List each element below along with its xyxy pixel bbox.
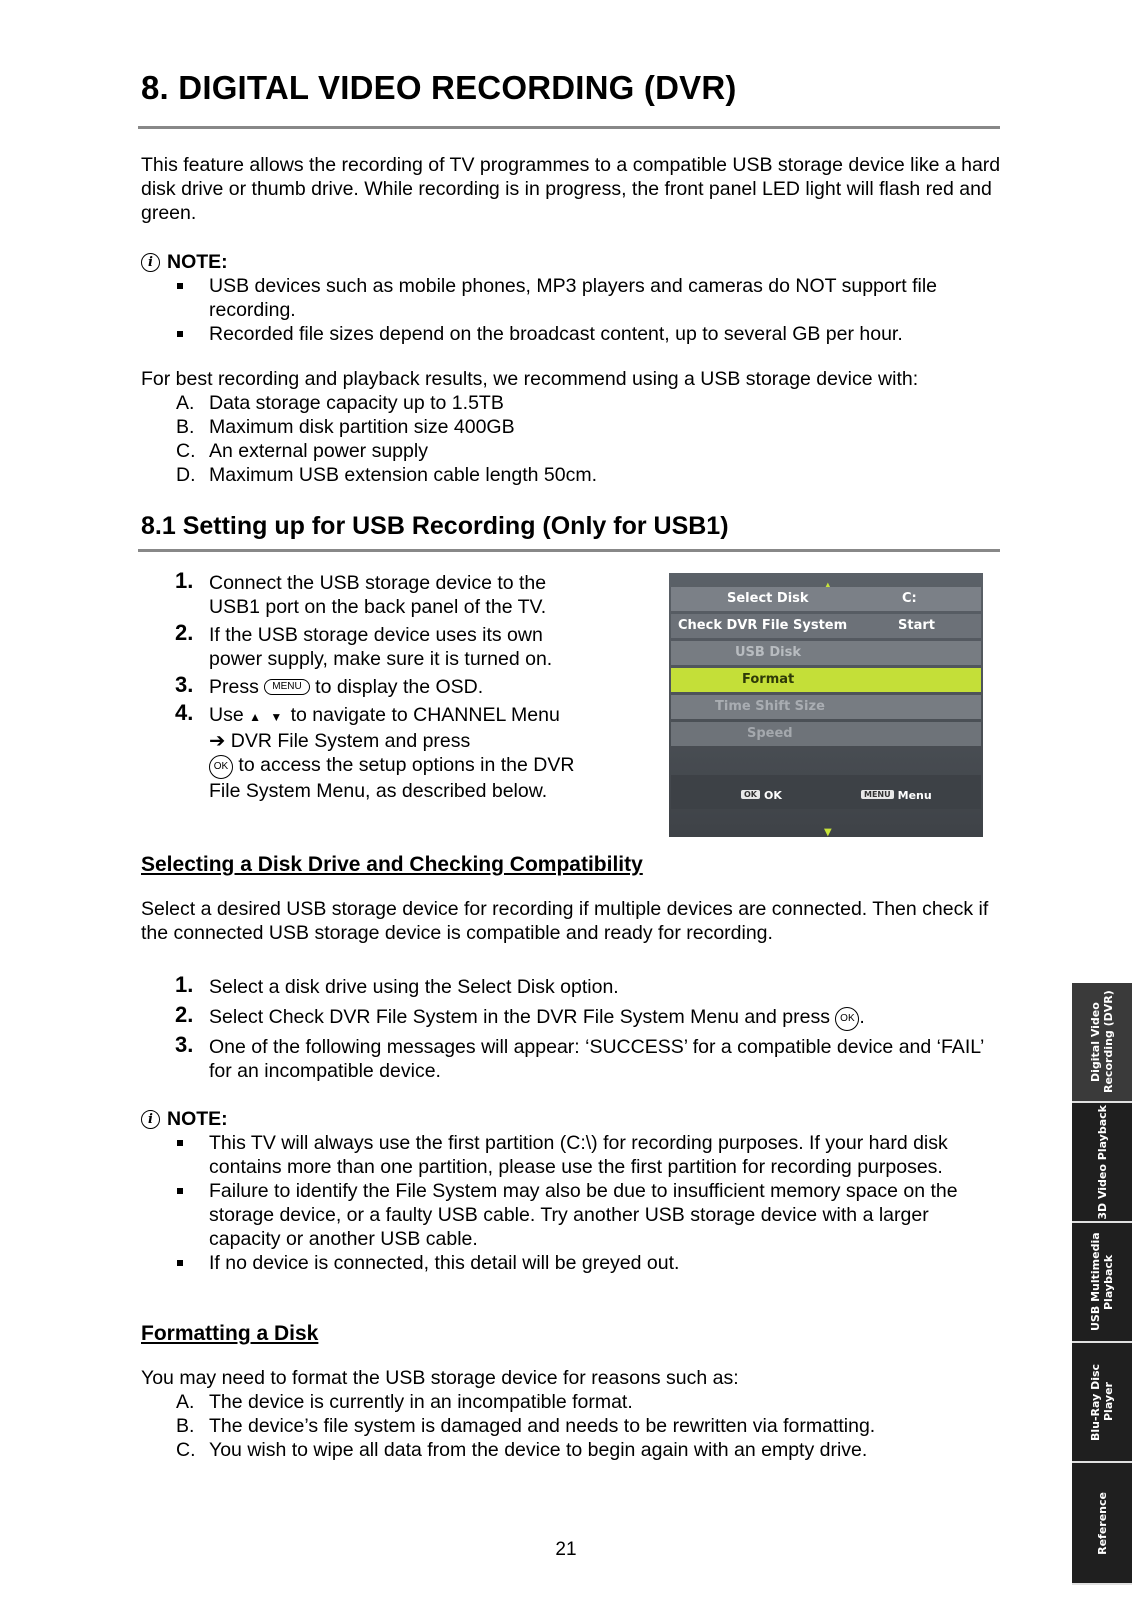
note-heading [141,250,1001,274]
osd-row-select-disk: Select Disk C: [671,587,981,611]
recommend-list [141,391,1001,487]
tab-reference[interactable]: Reference [1072,1463,1132,1585]
note-list [141,274,1001,346]
section-title: 8.1 Setting up for USB Recording (Only for USB1) [141,512,729,540]
note-block-1 [141,250,1001,346]
ok-button-icon: OK [209,755,233,779]
select-disk-paragraph: Select a desired USB storage device for recording if multiple devices are connected. Then check if the connected USB storage device is compatible and ready for recording. [141,898,989,944]
tab-dvr[interactable]: Digital Video Recording (DVR) [1072,983,1132,1103]
side-tabs [1072,983,1132,1583]
menu-key-icon: MENU [861,790,894,799]
step-item: 3. One of the following messages will appear: ‘SUCCESS’ for a compatible device and ‘FAIL’ for an incompatible device. [175,1032,984,1082]
page-title: 8. DIGITAL VIDEO RECORDING (DVR) [141,69,737,106]
note-label: NOTE: [167,251,228,273]
title-rule [138,126,1000,129]
osd-row-speed: Speed [671,722,981,746]
note-heading [141,1107,1001,1131]
step-item: 4. Use ▲ ▼ to navigate to CHANNEL Menu ➔ DVR File System and press OK to access the setup options in the DVR File System Menu, as described below. [175,700,575,802]
menu-button-icon: MENU [264,679,309,695]
section-rule [138,549,1000,552]
list-item: D. Maximum USB extension cable length 50cm. [176,464,598,486]
osd-row-time-shift: Time Shift Size [671,695,981,719]
up-down-arrows-icon: ▲ ▼ [249,710,286,724]
list-item: B. Maximum disk partition size 400GB [176,416,515,438]
note-list [141,1131,1001,1275]
list-item: This TV will always use the first partition (C:\) for recording purposes. If your hard disk contains more than one partition, please use the first partition for recording purposes. [141,1131,1001,1179]
disk-steps [141,972,1001,1083]
osd-down-arrow-icon: ▼ [824,827,832,837]
list-item: If no device is connected, this detail will be greyed out. [141,1251,1001,1275]
ok-key-icon: OK [741,790,760,799]
step-item: 1. Select a disk drive using the Select Disk option. [175,972,619,998]
list-item: Recorded file sizes depend on the broadcast content, up to several GB per hour. [141,322,1001,346]
step-item: 2. If the USB storage device uses its own power supply, make sure it is turned on. [175,620,553,670]
subheading-select-disk: Selecting a Disk Drive and Checking Compatibility [141,853,643,876]
note-block-2 [141,1107,1001,1275]
format-text: You may need to format the USB storage device for reasons such as: [141,1367,739,1389]
ok-button-icon: OK [835,1007,859,1031]
note-label: NOTE: [167,1108,228,1130]
info-icon: i [141,253,160,272]
format-list [141,1390,1001,1462]
tab-blu-ray[interactable]: Blu-Ray Disc Player [1072,1343,1132,1463]
step-item: 3. Press MENU to display the OSD. [175,672,484,698]
subheading-format-disk: Formatting a Disk [141,1322,319,1345]
osd-row-usb-disk: USB Disk [671,641,981,665]
info-icon: i [141,1110,160,1129]
list-item: Failure to identify the File System may also be due to insufficient memory space on the storage device, or a faulty USB cable. Try another USB storage device with a larger capacity or another USB cable. [141,1179,1001,1251]
list-item: B. The device’s file system is damaged and needs to be rewritten via formatting. [176,1415,876,1437]
list-item: USB devices such as mobile phones, MP3 players and cameras do NOT support file recording. [141,274,1001,322]
recommend-block [141,367,1001,487]
intro-paragraph: This feature allows the recording of TV programmes to a compatible USB storage device like a hard disk drive or thumb drive. While recording is in progress, the front panel LED light will flash red and green. [141,154,1001,224]
arrow-right-icon: ➔ [209,730,226,752]
osd-screenshot [669,573,983,837]
list-item: C. An external power supply [176,440,428,462]
setup-steps [141,568,581,803]
recommend-text: For best recording and playback results, we recommend using a USB storage device with: [141,368,919,390]
tab-usb-multimedia[interactable]: USB Multimedia Playback [1072,1223,1132,1343]
osd-row-check-dvr: Check DVR File System Start [671,614,981,638]
osd-footer: OK OK MENU Menu [671,775,981,809]
tab-3d-video[interactable]: 3D Video Playback [1072,1103,1132,1223]
format-block [141,1366,1001,1462]
list-item: C. You wish to wipe all data from the device to begin again with an empty drive. [176,1439,868,1461]
list-item: A. The device is currently in an incompatible format. [176,1391,633,1413]
step-item: 1. Connect the USB storage device to the USB1 port on the back panel of the TV. [175,568,547,618]
osd-row-format: Format [671,668,981,692]
page-number: 21 [555,1539,577,1560]
list-item: A. Data storage capacity up to 1.5TB [176,392,504,414]
step-item: 2. Select Check DVR File System in the DVR File System Menu and press OK . [141,1005,1001,1031]
